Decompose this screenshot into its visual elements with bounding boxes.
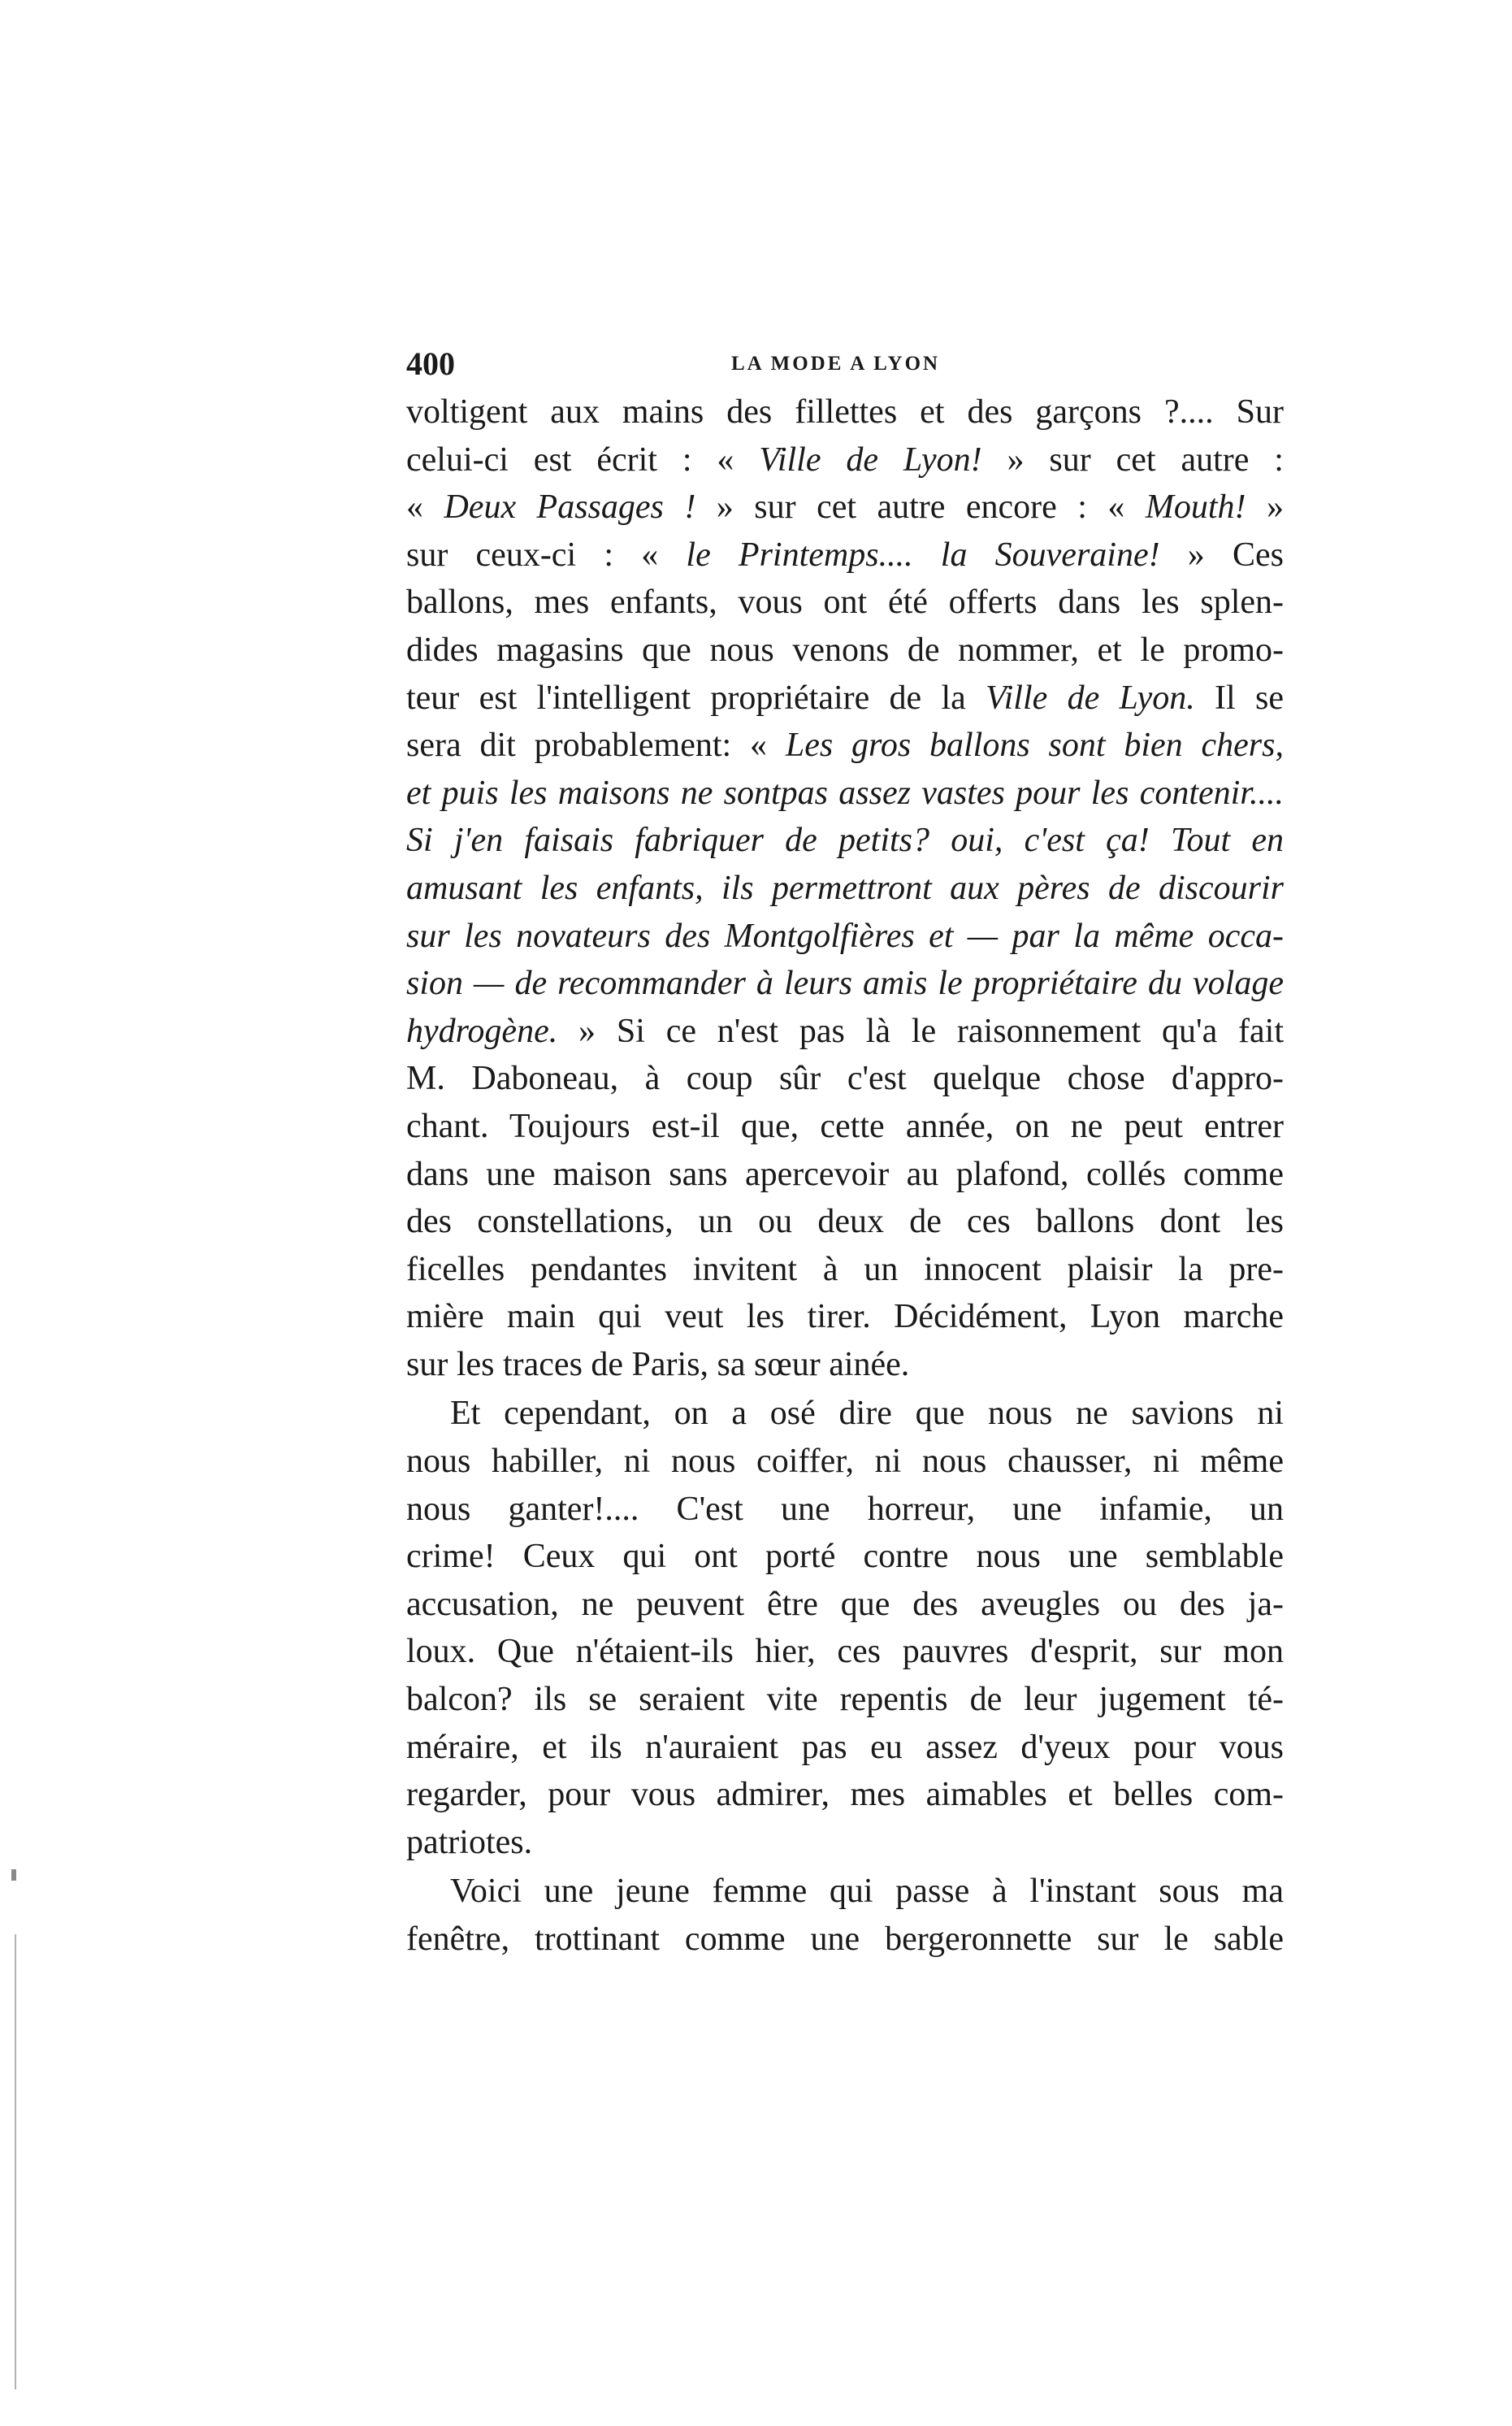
text-line: méraire, et ils n'auraient pas eu assez d'yeux pour vous	[406, 1728, 1284, 1766]
scan-edge-mark	[15, 1934, 16, 2389]
text-line: fenêtre, trottinant comme une bergeronnette sur le sable	[406, 1920, 1284, 1958]
text-line-italic: et puis les maisons ne sontpas assez vastes pour les contenir....	[406, 774, 1284, 812]
text-line: Et cependant, on a osé dire que nous ne savions ni	[450, 1395, 1284, 1433]
text-line: sera dit probablement: « Les gros ballons sont bien chers,	[406, 727, 1284, 765]
text-line-italic: sion — de recommander à leurs amis le propriétaire du volage	[406, 965, 1284, 1003]
text-line: celui-ci est écrit : « Ville de Lyon! » sur cet autre :	[406, 440, 1284, 479]
text-line: ballons, mes enfants, vous ont été offerts dans les splen-	[406, 584, 1284, 622]
text-line: chant. Toujours est-il que, cette année, on ne peut entrer	[406, 1107, 1284, 1145]
text-line: nous ganter!.... C'est une horreur, une infamie, un	[406, 1490, 1284, 1528]
body-text	[406, 388, 1284, 1964]
text-line: accusation, ne peuvent être que des aveugles ou des ja-	[406, 1585, 1284, 1623]
text-line: « Deux Passages ! » sur cet autre encore : « Mouth! »	[406, 488, 1284, 527]
italic-title: le Printemps.... la Souveraine!	[686, 536, 1160, 574]
text-line: teur est l'intelligent propriétaire de la Ville de Lyon. Il se	[406, 679, 1284, 717]
text-line: patriotes.	[406, 1823, 533, 1861]
text-line: mière main qui veut les tirer. Décidément, Lyon marche	[406, 1298, 1284, 1336]
italic-quote: hydrogène.	[406, 1012, 558, 1050]
text-line: dans une maison sans apercevoir au plafond, collés comme	[406, 1155, 1284, 1193]
text-line: loux. Que n'étaient-ils hier, ces pauvres d'esprit, sur mon	[406, 1633, 1284, 1671]
text-line: balcon? ils se seraient vite repentis de leur jugement té-	[406, 1681, 1284, 1719]
text-line: M. Daboneau, à coup sûr c'est quelque chose d'appro-	[406, 1060, 1284, 1098]
text-line: ficelles pendantes invitent à un innocent plaisir la pre-	[406, 1250, 1284, 1288]
text-line: Voici une jeune femme qui passe à l'instant sous ma	[450, 1873, 1284, 1911]
paragraph	[406, 1868, 1284, 1963]
italic-quote: Les gros ballons sont bien chers,	[785, 727, 1284, 765]
text-line: nous habiller, ni nous coiffer, ni nous chausser, ni même	[406, 1443, 1284, 1481]
text-line: regarder, pour vous admirer, mes aimables et belles com-	[406, 1776, 1284, 1814]
text-line-italic: sur les novateurs des Montgolfières et — par la même occa-	[406, 917, 1284, 955]
scan-edge-mark	[11, 1869, 16, 1881]
text-line: sur les traces de Paris, sa sœur ainée.	[406, 1345, 910, 1383]
text-line: dides magasins que nous venons de nommer, et le promo-	[406, 631, 1284, 669]
italic-title: Mouth!	[1145, 488, 1246, 527]
text-line: sur ceux-ci : « le Printemps.... la Souveraine! » Ces	[406, 536, 1285, 574]
text-line-italic: Si j'en faisais fabriquer de petits? oui, c'est ça! Tout en	[406, 822, 1284, 860]
text-line: hydrogène. » Si ce n'est pas là le raisonnement qu'a fait	[406, 1012, 1284, 1050]
running-title: LA MODE A LYON	[731, 353, 941, 375]
italic-title: Ville de Lyon!	[759, 440, 982, 479]
text-line: voltigent aux mains des fillettes et des garçons ?.... Sur	[406, 393, 1284, 431]
italic-title: Ville de Lyon.	[986, 679, 1195, 717]
italic-title: Deux Passages !	[444, 488, 696, 527]
text-line: des constellations, un ou deux de ces ballons dont les	[406, 1203, 1284, 1241]
paragraph	[406, 388, 1284, 1388]
text-line-italic: amusant les enfants, ils permettront aux pères de discourir	[406, 869, 1284, 907]
page-number: 400	[406, 345, 455, 382]
page-header	[406, 340, 1284, 388]
text-line: crime! Ceux qui ont porté contre nous une semblable	[406, 1538, 1284, 1576]
paragraph	[406, 1390, 1284, 1866]
